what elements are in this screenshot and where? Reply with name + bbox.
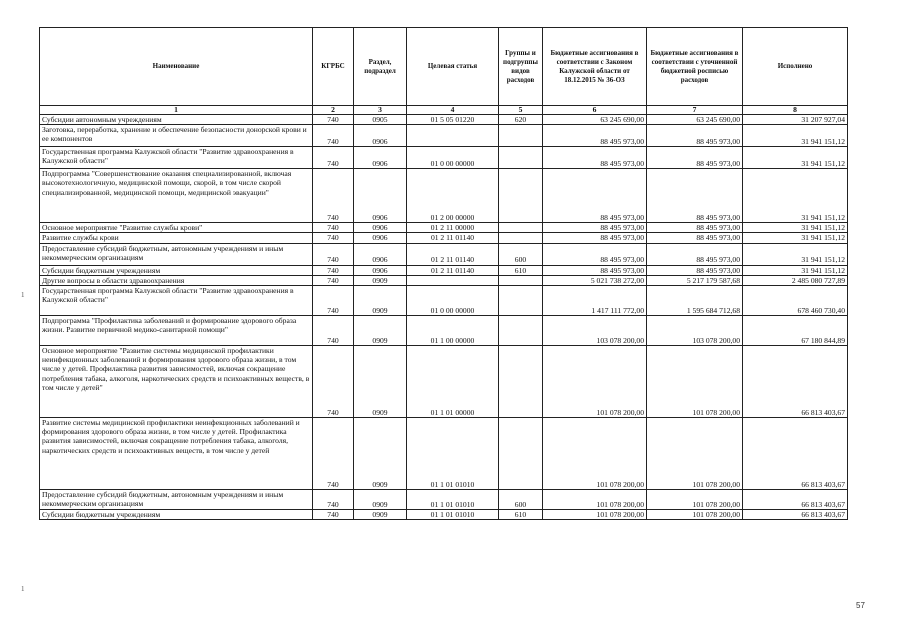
- row-kgrbs: 740: [313, 275, 354, 285]
- row-section: 0906: [354, 243, 407, 265]
- row-expense-group: [499, 275, 543, 285]
- col-number: 2: [313, 106, 354, 115]
- row-refined-amount: 88 495 973,00: [647, 125, 743, 147]
- row-expense-group: [499, 147, 543, 169]
- table-row: [40, 147, 848, 169]
- table-row: [40, 115, 848, 125]
- row-target-article: 01 1 01 01010: [407, 418, 499, 490]
- row-kgrbs: 740: [313, 147, 354, 169]
- col-number: 8: [743, 106, 848, 115]
- row-refined-amount: 101 078 200,00: [647, 418, 743, 490]
- header-executed: Исполнено: [743, 28, 848, 106]
- row-name: Государственная программа Калужской области "Развитие здравоохранения в Калужской области": [40, 147, 313, 169]
- row-executed-amount: 31 941 151,12: [743, 169, 848, 223]
- row-law-amount: 5 021 738 272,00: [543, 275, 647, 285]
- row-expense-group: [499, 125, 543, 147]
- row-expense-group: [499, 233, 543, 243]
- col-number: 7: [647, 106, 743, 115]
- row-target-article: 01 1 01 00000: [407, 346, 499, 418]
- header-refined-assignments: Бюджетные ассигнования в соответствии с уточненной бюджетной росписью расходов: [647, 28, 743, 106]
- row-name: Подпрограмма "Совершенствование оказания специализированной, включая высокотехнологичную, медицинской помощи, скорой, в том числе скорой специализированной, медицинской помощи, медицинской эвакуации": [40, 169, 313, 223]
- table-row: [40, 346, 848, 418]
- row-expense-group: 600: [499, 243, 543, 265]
- row-name: Основное мероприятие "Развитие системы медицинской профилактики неинфекционных заболеваний и формирования здорового образа жизни, в том числе у детей. Профилактика развития зависимостей, включая сокращение потребления табака, алкоголя, наркотических средств и психоактивных веществ, в том числе у детей": [40, 346, 313, 418]
- budget-table: [39, 27, 848, 520]
- row-expense-group: [499, 223, 543, 233]
- row-expense-group: [499, 418, 543, 490]
- row-executed-amount: 31 207 927,04: [743, 115, 848, 125]
- header-law-assignments: Бюджетные ассигнования в соответствии с Законом Калужской области от 18.12.2015 № 36-ОЗ: [543, 28, 647, 106]
- row-law-amount: 88 495 973,00: [543, 223, 647, 233]
- row-refined-amount: 5 217 179 587,68: [647, 275, 743, 285]
- margin-mark: 1: [21, 585, 25, 593]
- row-kgrbs: 740: [313, 286, 354, 316]
- row-kgrbs: 740: [313, 346, 354, 418]
- row-section: 0906: [354, 265, 407, 275]
- table-row: [40, 243, 848, 265]
- row-section: 0909: [354, 275, 407, 285]
- table-row: [40, 223, 848, 233]
- row-target-article: 01 2 00 00000: [407, 169, 499, 223]
- row-law-amount: 103 078 200,00: [543, 316, 647, 346]
- row-executed-amount: 31 941 151,12: [743, 265, 848, 275]
- header-target: Целевая статья: [407, 28, 499, 106]
- row-executed-amount: 2 485 080 727,89: [743, 275, 848, 285]
- row-expense-group: [499, 169, 543, 223]
- row-executed-amount: 66 813 403,67: [743, 418, 848, 490]
- row-target-article: [407, 125, 499, 147]
- table-row: [40, 265, 848, 275]
- col-number: 4: [407, 106, 499, 115]
- row-executed-amount: 31 941 151,12: [743, 243, 848, 265]
- row-law-amount: 101 078 200,00: [543, 418, 647, 490]
- row-kgrbs: 740: [313, 233, 354, 243]
- row-section: 0909: [354, 510, 407, 520]
- row-refined-amount: 88 495 973,00: [647, 223, 743, 233]
- row-name: Развитие службы крови: [40, 233, 313, 243]
- row-target-article: 01 2 11 00000: [407, 223, 499, 233]
- row-kgrbs: 740: [313, 510, 354, 520]
- row-expense-group: 620: [499, 115, 543, 125]
- table-body: [40, 115, 848, 520]
- row-refined-amount: 88 495 973,00: [647, 243, 743, 265]
- row-section: 0909: [354, 286, 407, 316]
- row-kgrbs: 740: [313, 115, 354, 125]
- col-number: 3: [354, 106, 407, 115]
- row-name: Подпрограмма "Профилактика заболеваний и формирование здорового образа жизни. Развитие первичной медико-санитарной помощи": [40, 316, 313, 346]
- row-name: Государственная программа Калужской области "Развитие здравоохранения в Калужской области": [40, 286, 313, 316]
- row-target-article: [407, 275, 499, 285]
- table-row: [40, 169, 848, 223]
- table-row: [40, 125, 848, 147]
- row-target-article: 01 1 00 00000: [407, 316, 499, 346]
- row-expense-group: [499, 346, 543, 418]
- row-law-amount: 101 078 200,00: [543, 510, 647, 520]
- row-name: Субсидии автономным учреждениям: [40, 115, 313, 125]
- row-law-amount: 88 495 973,00: [543, 169, 647, 223]
- header-section: Раздел, подраздел: [354, 28, 407, 106]
- row-section: 0906: [354, 125, 407, 147]
- row-refined-amount: 88 495 973,00: [647, 169, 743, 223]
- row-name: Субсидии бюджетным учреждениям: [40, 265, 313, 275]
- row-refined-amount: 88 495 973,00: [647, 265, 743, 275]
- row-refined-amount: 88 495 973,00: [647, 147, 743, 169]
- row-expense-group: [499, 286, 543, 316]
- row-expense-group: 600: [499, 490, 543, 510]
- row-section: 0906: [354, 223, 407, 233]
- row-name: Предоставление субсидий бюджетным, автономным учреждениям и иным некоммерческим организациям: [40, 490, 313, 510]
- row-section: 0906: [354, 233, 407, 243]
- row-law-amount: 88 495 973,00: [543, 233, 647, 243]
- row-section: 0909: [354, 346, 407, 418]
- row-law-amount: 101 078 200,00: [543, 490, 647, 510]
- row-law-amount: 1 417 111 772,00: [543, 286, 647, 316]
- row-refined-amount: 88 495 973,00: [647, 233, 743, 243]
- row-target-article: 01 5 05 01220: [407, 115, 499, 125]
- row-kgrbs: 740: [313, 490, 354, 510]
- row-section: 0909: [354, 316, 407, 346]
- row-target-article: 01 2 11 01140: [407, 233, 499, 243]
- row-expense-group: 610: [499, 265, 543, 275]
- row-name: Субсидии бюджетным учреждениям: [40, 510, 313, 520]
- row-kgrbs: 740: [313, 265, 354, 275]
- row-refined-amount: 101 078 200,00: [647, 346, 743, 418]
- row-name: Другие вопросы в области здравоохранения: [40, 275, 313, 285]
- row-kgrbs: 740: [313, 223, 354, 233]
- row-section: 0906: [354, 169, 407, 223]
- row-target-article: 01 0 00 00000: [407, 286, 499, 316]
- table-row: [40, 233, 848, 243]
- row-law-amount: 88 495 973,00: [543, 147, 647, 169]
- row-law-amount: 88 495 973,00: [543, 243, 647, 265]
- row-target-article: 01 1 01 01010: [407, 490, 499, 510]
- row-section: 0905: [354, 115, 407, 125]
- row-law-amount: 88 495 973,00: [543, 265, 647, 275]
- table-row: [40, 418, 848, 490]
- row-name: Основное мероприятие "Развитие службы крови": [40, 223, 313, 233]
- header-groups: Группы и подгруппы видов расходов: [499, 28, 543, 106]
- row-expense-group: 610: [499, 510, 543, 520]
- header-kgrbs: КГРБС: [313, 28, 354, 106]
- col-number: 6: [543, 106, 647, 115]
- table-row: [40, 510, 848, 520]
- table-row: [40, 316, 848, 346]
- row-refined-amount: 1 595 684 712,68: [647, 286, 743, 316]
- row-section: 0909: [354, 490, 407, 510]
- row-executed-amount: 66 813 403,67: [743, 510, 848, 520]
- row-executed-amount: 67 180 844,89: [743, 316, 848, 346]
- row-target-article: 01 1 01 01010: [407, 510, 499, 520]
- row-kgrbs: 740: [313, 243, 354, 265]
- row-expense-group: [499, 316, 543, 346]
- table-row: [40, 490, 848, 510]
- row-kgrbs: 740: [313, 316, 354, 346]
- row-executed-amount: 66 813 403,67: [743, 490, 848, 510]
- page-number: 57: [856, 601, 865, 610]
- col-number: 5: [499, 106, 543, 115]
- row-target-article: 01 0 00 00000: [407, 147, 499, 169]
- header-name: Наименование: [40, 28, 313, 106]
- row-name: Предоставление субсидий бюджетным, автономным учреждениям и иным некоммерческим организациям: [40, 243, 313, 265]
- row-name: Заготовка, переработка, хранение и обеспечение безопасности донорской крови и ее компонентов: [40, 125, 313, 147]
- table-row: [40, 286, 848, 316]
- row-kgrbs: 740: [313, 418, 354, 490]
- row-kgrbs: 740: [313, 169, 354, 223]
- row-executed-amount: 31 941 151,12: [743, 125, 848, 147]
- col-number: 1: [40, 106, 313, 115]
- row-executed-amount: 678 460 730,40: [743, 286, 848, 316]
- row-section: 0909: [354, 418, 407, 490]
- row-executed-amount: 31 941 151,12: [743, 223, 848, 233]
- row-refined-amount: 63 245 690,00: [647, 115, 743, 125]
- row-refined-amount: 101 078 200,00: [647, 490, 743, 510]
- row-section: 0906: [354, 147, 407, 169]
- row-target-article: 01 2 11 01140: [407, 243, 499, 265]
- row-target-article: 01 2 11 01140: [407, 265, 499, 275]
- row-law-amount: 101 078 200,00: [543, 346, 647, 418]
- row-refined-amount: 103 078 200,00: [647, 316, 743, 346]
- row-refined-amount: 101 078 200,00: [647, 510, 743, 520]
- row-name: Развитие системы медицинской профилактики неинфекционных заболеваний и формирования здорового образа жизни, в том числе у детей. Профилактика развития зависимостей, включая сокращение потребления табака, алкоголя, наркотических средств и психоактивных веществ, в том числе у детей: [40, 418, 313, 490]
- margin-mark: 1: [21, 291, 25, 299]
- row-executed-amount: 31 941 151,12: [743, 147, 848, 169]
- row-executed-amount: 31 941 151,12: [743, 233, 848, 243]
- row-law-amount: 88 495 973,00: [543, 125, 647, 147]
- row-kgrbs: 740: [313, 125, 354, 147]
- row-law-amount: 63 245 690,00: [543, 115, 647, 125]
- row-executed-amount: 66 813 403,67: [743, 346, 848, 418]
- table-row: [40, 275, 848, 285]
